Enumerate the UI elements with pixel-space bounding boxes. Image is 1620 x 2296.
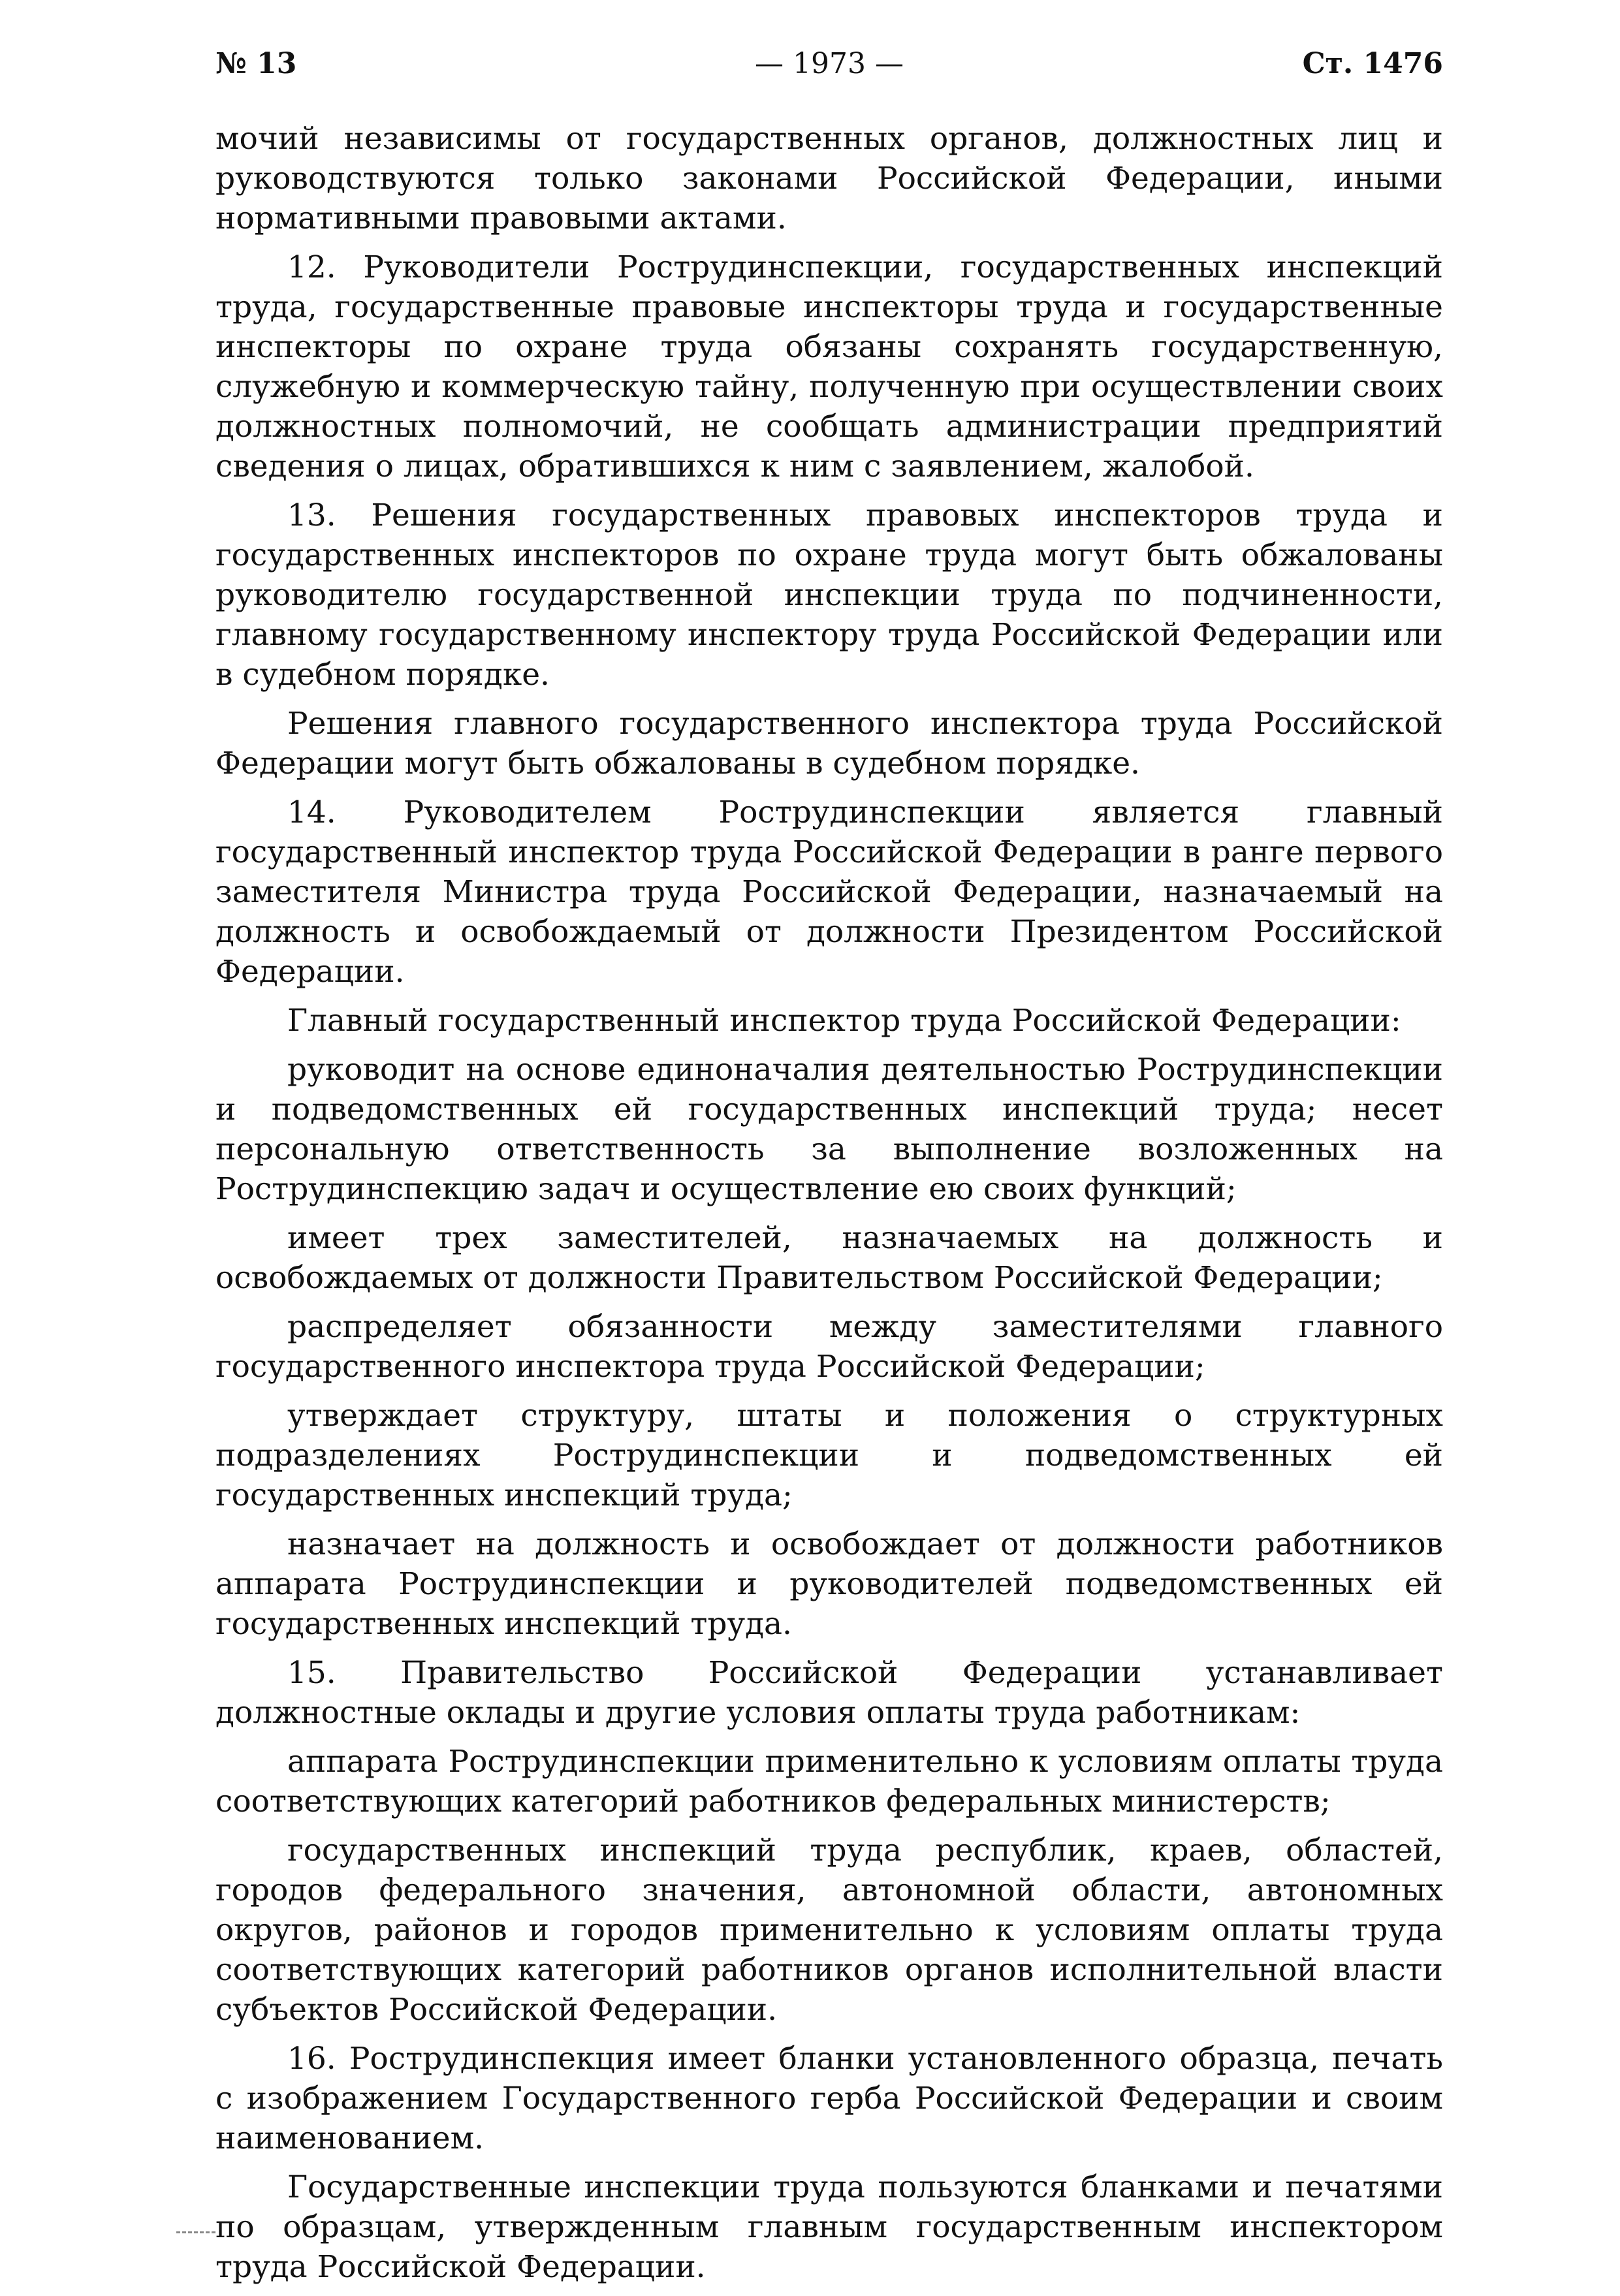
paragraph: утверждает структуру, штаты и положения о структурных подразделениях Рострудинспекции и подведомственных ей государственных инспекций труда;	[215, 1398, 1443, 1513]
paragraph: 12. Руководители Рострудинспекции, государственных инспекций труда, государственные правовые инспекторы труда и государственные инспекторы по охране труда обязаны сохранять государственную, служебную и коммерческую тайну, полученную при осуществлении своих должностных полномочий, не сообщать администрации предприятий сведения о лицах, обратившихся к ним с заявлением, жалобой.	[215, 249, 1443, 484]
paragraph: государственных инспекций труда республик, краев, областей, городов федерального значения, автономной области, автономных округов, районов и городов применительно к условиям оплаты труда соответствующих категорий работников органов исполнительной власти субъектов Российской Федерации.	[215, 1832, 1443, 2028]
paragraph: 14. Руководителем Рострудинспекции является главный государственный инспектор труда Российской Федерации в ранге первого заместителя Министра труда Российской Федерации, назначаемый на должность и освобождаемый от должности Президентом Российской Федерации.	[215, 794, 1443, 990]
paragraph: Государственные инспекции труда пользуются бланками и печатями по образцам, утвержденным главным государственным инспектором труда Российской Федерации.	[215, 2169, 1443, 2285]
paragraph: 15. Правительство Российской Федерации устанавливает должностные оклады и другие условия оплаты труда работникам:	[215, 1655, 1443, 1731]
paragraph: руководит на основе единоначалия деятельностью Рострудинспекции и подведомственных ей государственных инспекций труда; несет персональную ответственность за выполнение возложенных на Рострудинспекцию задач и осуществление ею своих функций;	[215, 1052, 1443, 1207]
paragraph: Главный государственный инспектор труда Российской Федерации:	[287, 1003, 1401, 1039]
paragraph: 13. Решения государственных правовых инспекторов труда и государственных инспекторов по охране труда могут быть обжалованы руководителю государственной инспекции труда по подчиненности, главному государственному инспектору труда Российской Федерации или в судебном порядке.	[215, 497, 1443, 693]
document-page	[215, 47, 1443, 2296]
year-label: — 1973 —	[755, 47, 904, 80]
paragraph: имеет трех заместителей, назначаемых на должность и освобождаемых от должности Правительством Российской Федерации;	[215, 1220, 1443, 1296]
page-header	[215, 47, 1443, 99]
paragraph: 16. Рострудинспекция имеет бланки установленного образца, печать с изображением Государственного герба Российской Федерации и своим наименованием.	[215, 2041, 1443, 2156]
article-number: Ст. 1476	[1302, 47, 1443, 80]
paragraph: мочий независимы от государственных органов, должностных лиц и руководствуются только законами Российской Федерации, иными нормативными правовыми актами.	[215, 121, 1443, 236]
document-body	[215, 119, 1443, 2287]
paragraph: назначает на должность и освобождает от должности работников аппарата Рострудинспекции и руководителей подведомственных ей государственных инспекций труда.	[215, 1526, 1443, 1642]
paragraph: распределяет обязанности между заместителями главного государственного инспектора труда Российской Федерации;	[215, 1309, 1443, 1385]
issue-number: № 13	[215, 47, 297, 80]
paragraph: аппарата Рострудинспекции применительно к условиям оплаты труда соответствующих категорий работников федеральных министерств;	[215, 1744, 1443, 1819]
paragraph: Решения главного государственного инспектора труда Российской Федерации могут быть обжалованы в судебном порядке.	[215, 706, 1443, 781]
scan-artifact	[176, 2231, 215, 2236]
